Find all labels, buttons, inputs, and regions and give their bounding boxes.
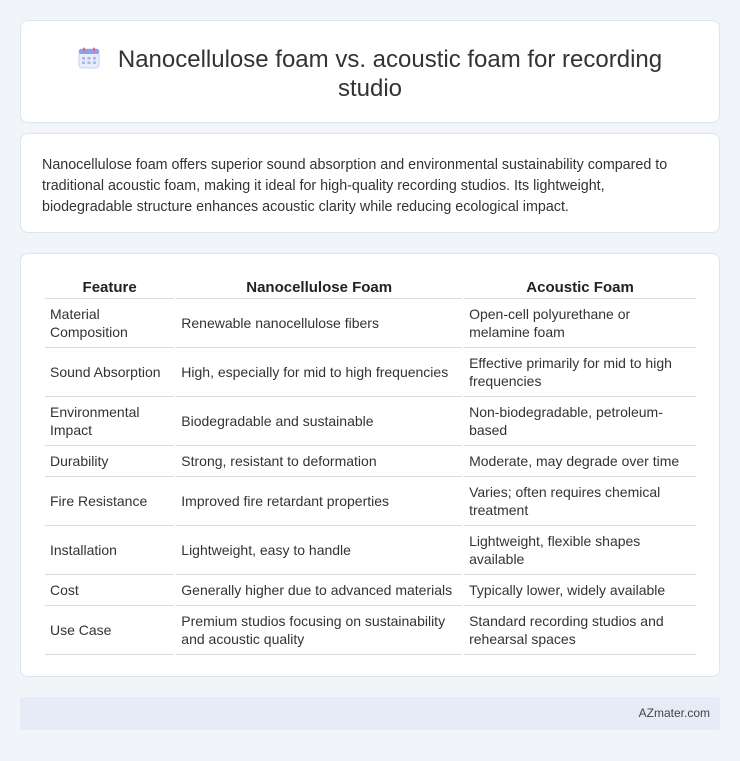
comparison-table bbox=[43, 276, 698, 655]
table-row bbox=[45, 446, 696, 477]
feature-cell: Use Case bbox=[45, 606, 174, 655]
feature-cell: Material Composition bbox=[45, 299, 174, 348]
page-title: Nanocellulose foam vs. acoustic foam for recording studio bbox=[117, 46, 663, 102]
intro-card bbox=[20, 133, 720, 233]
feature-cell: Sound Absorption bbox=[45, 348, 174, 397]
feature-cell: Fire Resistance bbox=[45, 477, 174, 526]
table-row bbox=[45, 397, 696, 446]
acoustic-cell: Lightweight, flexible shapes available bbox=[464, 526, 696, 575]
acoustic-cell: Standard recording studios and rehearsal spaces bbox=[464, 606, 696, 655]
intro-paragraph: Nanocellulose foam offers superior sound absorption and environmental sustainability compared to traditional acoustic foam, making it ideal for high-quality recording studios. Its lightweight, biodegradable structure enhances acoustic clarity while reducing ecological impact. bbox=[42, 157, 668, 215]
feature-cell: Installation bbox=[45, 526, 174, 575]
footer-bar bbox=[20, 697, 720, 730]
feature-cell: Durability bbox=[45, 446, 174, 477]
table-row bbox=[45, 606, 696, 655]
acoustic-cell: Typically lower, widely available bbox=[464, 575, 696, 606]
nanocellulose-cell: Strong, resistant to deformation bbox=[176, 446, 462, 477]
nanocellulose-cell: Premium studios focusing on sustainability and acoustic quality bbox=[176, 606, 462, 655]
footer-brand[interactable]: AZmater.com bbox=[638, 706, 710, 720]
acoustic-cell: Non-biodegradable, petroleum-based bbox=[464, 397, 696, 446]
feature-cell: Environmental Impact bbox=[45, 397, 174, 446]
nanocellulose-cell: Biodegradable and sustainable bbox=[176, 397, 462, 446]
nanocellulose-cell: Renewable nanocellulose fibers bbox=[176, 299, 462, 348]
nanocellulose-cell: High, especially for mid to high frequencies bbox=[176, 348, 462, 397]
table-header-row bbox=[45, 276, 696, 299]
acoustic-cell: Moderate, may degrade over time bbox=[464, 446, 696, 477]
page-title-wrap bbox=[61, 45, 679, 103]
nanocellulose-cell: Improved fire retardant properties bbox=[176, 477, 462, 526]
header-acoustic: Acoustic Foam bbox=[464, 276, 696, 299]
calendar-icon bbox=[78, 47, 100, 69]
table-row bbox=[45, 348, 696, 397]
header-nanocellulose: Nanocellulose Foam bbox=[176, 276, 462, 299]
acoustic-cell: Open-cell polyurethane or melamine foam bbox=[464, 299, 696, 348]
acoustic-cell: Effective primarily for mid to high frequencies bbox=[464, 348, 696, 397]
comparison-card bbox=[20, 253, 720, 677]
table-row bbox=[45, 477, 696, 526]
table-row bbox=[45, 575, 696, 606]
header-feature: Feature bbox=[45, 276, 174, 299]
acoustic-cell: Varies; often requires chemical treatment bbox=[464, 477, 696, 526]
nanocellulose-cell: Generally higher due to advanced materials bbox=[176, 575, 462, 606]
nanocellulose-cell: Lightweight, easy to handle bbox=[176, 526, 462, 575]
table-row bbox=[45, 299, 696, 348]
table-row bbox=[45, 526, 696, 575]
feature-cell: Cost bbox=[45, 575, 174, 606]
title-card bbox=[20, 20, 720, 123]
